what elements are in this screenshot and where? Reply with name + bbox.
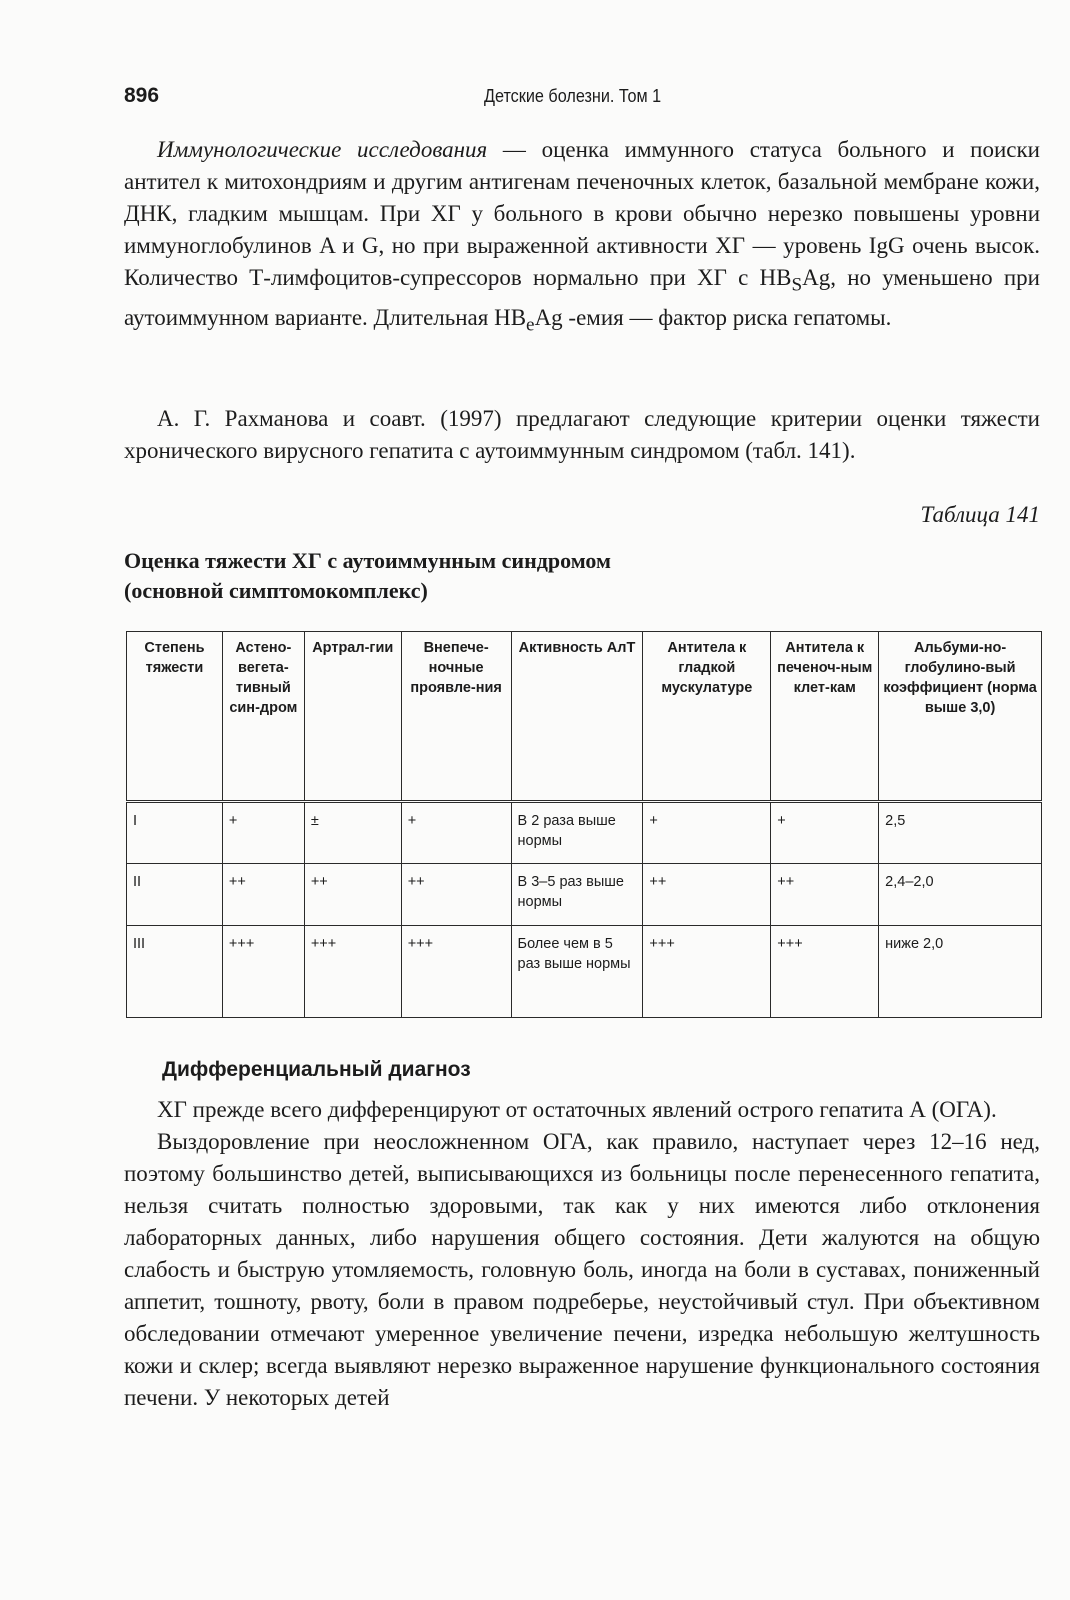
table-cell: +++ xyxy=(222,926,304,1018)
table-cell: ++ xyxy=(643,864,771,926)
page-number: 896 xyxy=(124,84,160,107)
table-cell: +++ xyxy=(304,926,401,1018)
paragraph-text: Ag, но уменьшено при аутоиммунном варианте. Длительная HB xyxy=(124,265,1040,330)
table-cell: В 3–5 раз выше нормы xyxy=(511,864,643,926)
paragraph-criteria: А. Г. Рахманова и соавт. (1997) предлагают следующие критерии оценки тяжести хронического вирусного гепатита с аутоиммунным синдромом (табл. 141). xyxy=(124,406,1040,463)
table-cell: + xyxy=(771,802,879,864)
column-header: Альбуми-но-глобулино-вый коэффициент (норма выше 3,0) xyxy=(879,632,1042,802)
italic-term: Иммунологические исследования xyxy=(157,137,488,162)
paragraph-immunology xyxy=(124,134,1040,341)
table-cell: +++ xyxy=(643,926,771,1018)
table-title-line: (основной симптомокомплекс) xyxy=(124,578,428,603)
table-row xyxy=(127,802,1042,864)
table-cell: ++ xyxy=(401,864,511,926)
table-header-row xyxy=(127,632,1042,802)
severity-table xyxy=(126,631,1042,1018)
column-header: Степень тяжести xyxy=(127,632,223,802)
table-cell: + xyxy=(643,802,771,864)
criteria-text xyxy=(124,403,1040,467)
table-cell: 2,5 xyxy=(879,802,1042,864)
table-cell: ++ xyxy=(771,864,879,926)
differential-text xyxy=(124,1094,1040,1414)
table-cell: ± xyxy=(304,802,401,864)
table-cell: II xyxy=(127,864,223,926)
table-cell: ++ xyxy=(222,864,304,926)
table-cell: + xyxy=(222,802,304,864)
column-header: Антитела к печеноч-ным клет-кам xyxy=(771,632,879,802)
section-heading: Дифференциальный диагноз xyxy=(162,1058,471,1081)
paragraph-text: — оценка иммунного статуса больного и поиски антител к митохондриям и другим антигенам печеночных клеток, базальной мембране кожи, ДНК, гладким мышцам. При ХГ у больного в крови обычно нерезко повышены уровни иммуноглобулинов A и G, но при выраженной активности ХГ — уровень IgG очень высок. Количество Т-лимфоцитов-супрессоров нормально при ХГ с HB xyxy=(124,137,1040,290)
table-title xyxy=(124,546,611,606)
page-header xyxy=(124,84,1044,114)
paragraph-recovery: Выздоровление при неосложненном ОГА, как правило, наступает через 12–16 нед, поэтому большинство детей, выписывающихся из больницы после перенесенного гепатита, нельзя считать полностью здоровыми, так как у них имеются либо отклонения лабораторных данных, либо нарушения общего состояния. Дети жалуются на общую слабость и быструю утомляемость, головную боль, иногда на боли в суставах, пониженный аппетит, тошноту, рвоту, боли в правом подреберье, неустойчивый стул. При объективном обследовании отмечают умеренное увеличение печени, изредка небольшую желтушность кожи и склер; всегда выявляют нерезко выраженное нарушение функционального состояния печени. У некоторых детей xyxy=(124,1129,1040,1410)
column-header: Активность АлТ xyxy=(511,632,643,802)
table-label: Таблица 141 xyxy=(920,502,1040,527)
table-cell: I xyxy=(127,802,223,864)
table-cell: Более чем в 5 раз выше нормы xyxy=(511,926,643,1018)
column-header: Артрал-гии xyxy=(304,632,401,802)
column-header: Внепече-ночные проявле-ния xyxy=(401,632,511,802)
table-cell: ++ xyxy=(304,864,401,926)
running-title: Детские болезни. Том 1 xyxy=(484,86,662,106)
table-cell: ниже 2,0 xyxy=(879,926,1042,1018)
table-row xyxy=(127,926,1042,1018)
table-cell: 2,4–2,0 xyxy=(879,864,1042,926)
column-header: Антитела к гладкой мускулатуре xyxy=(643,632,771,802)
table-title-line: Оценка тяжести ХГ с аутоиммунным синдромом xyxy=(124,548,611,573)
table-cell: +++ xyxy=(401,926,511,1018)
table-row xyxy=(127,864,1042,926)
table-cell: В 2 раза выше нормы xyxy=(511,802,643,864)
paragraph-text: Ag -емия — фактор риска гепатомы. xyxy=(534,304,892,330)
subscript: e xyxy=(526,314,535,336)
column-header: Астено-вегета-тивный син-дром xyxy=(222,632,304,802)
table-cell: +++ xyxy=(771,926,879,1018)
table-cell: III xyxy=(127,926,223,1018)
subscript: S xyxy=(791,274,803,296)
table-cell: + xyxy=(401,802,511,864)
intro-text xyxy=(124,134,1040,341)
paragraph-differential: ХГ прежде всего дифференцируют от остаточных явлений острого гепатита А (ОГА). xyxy=(157,1097,997,1122)
